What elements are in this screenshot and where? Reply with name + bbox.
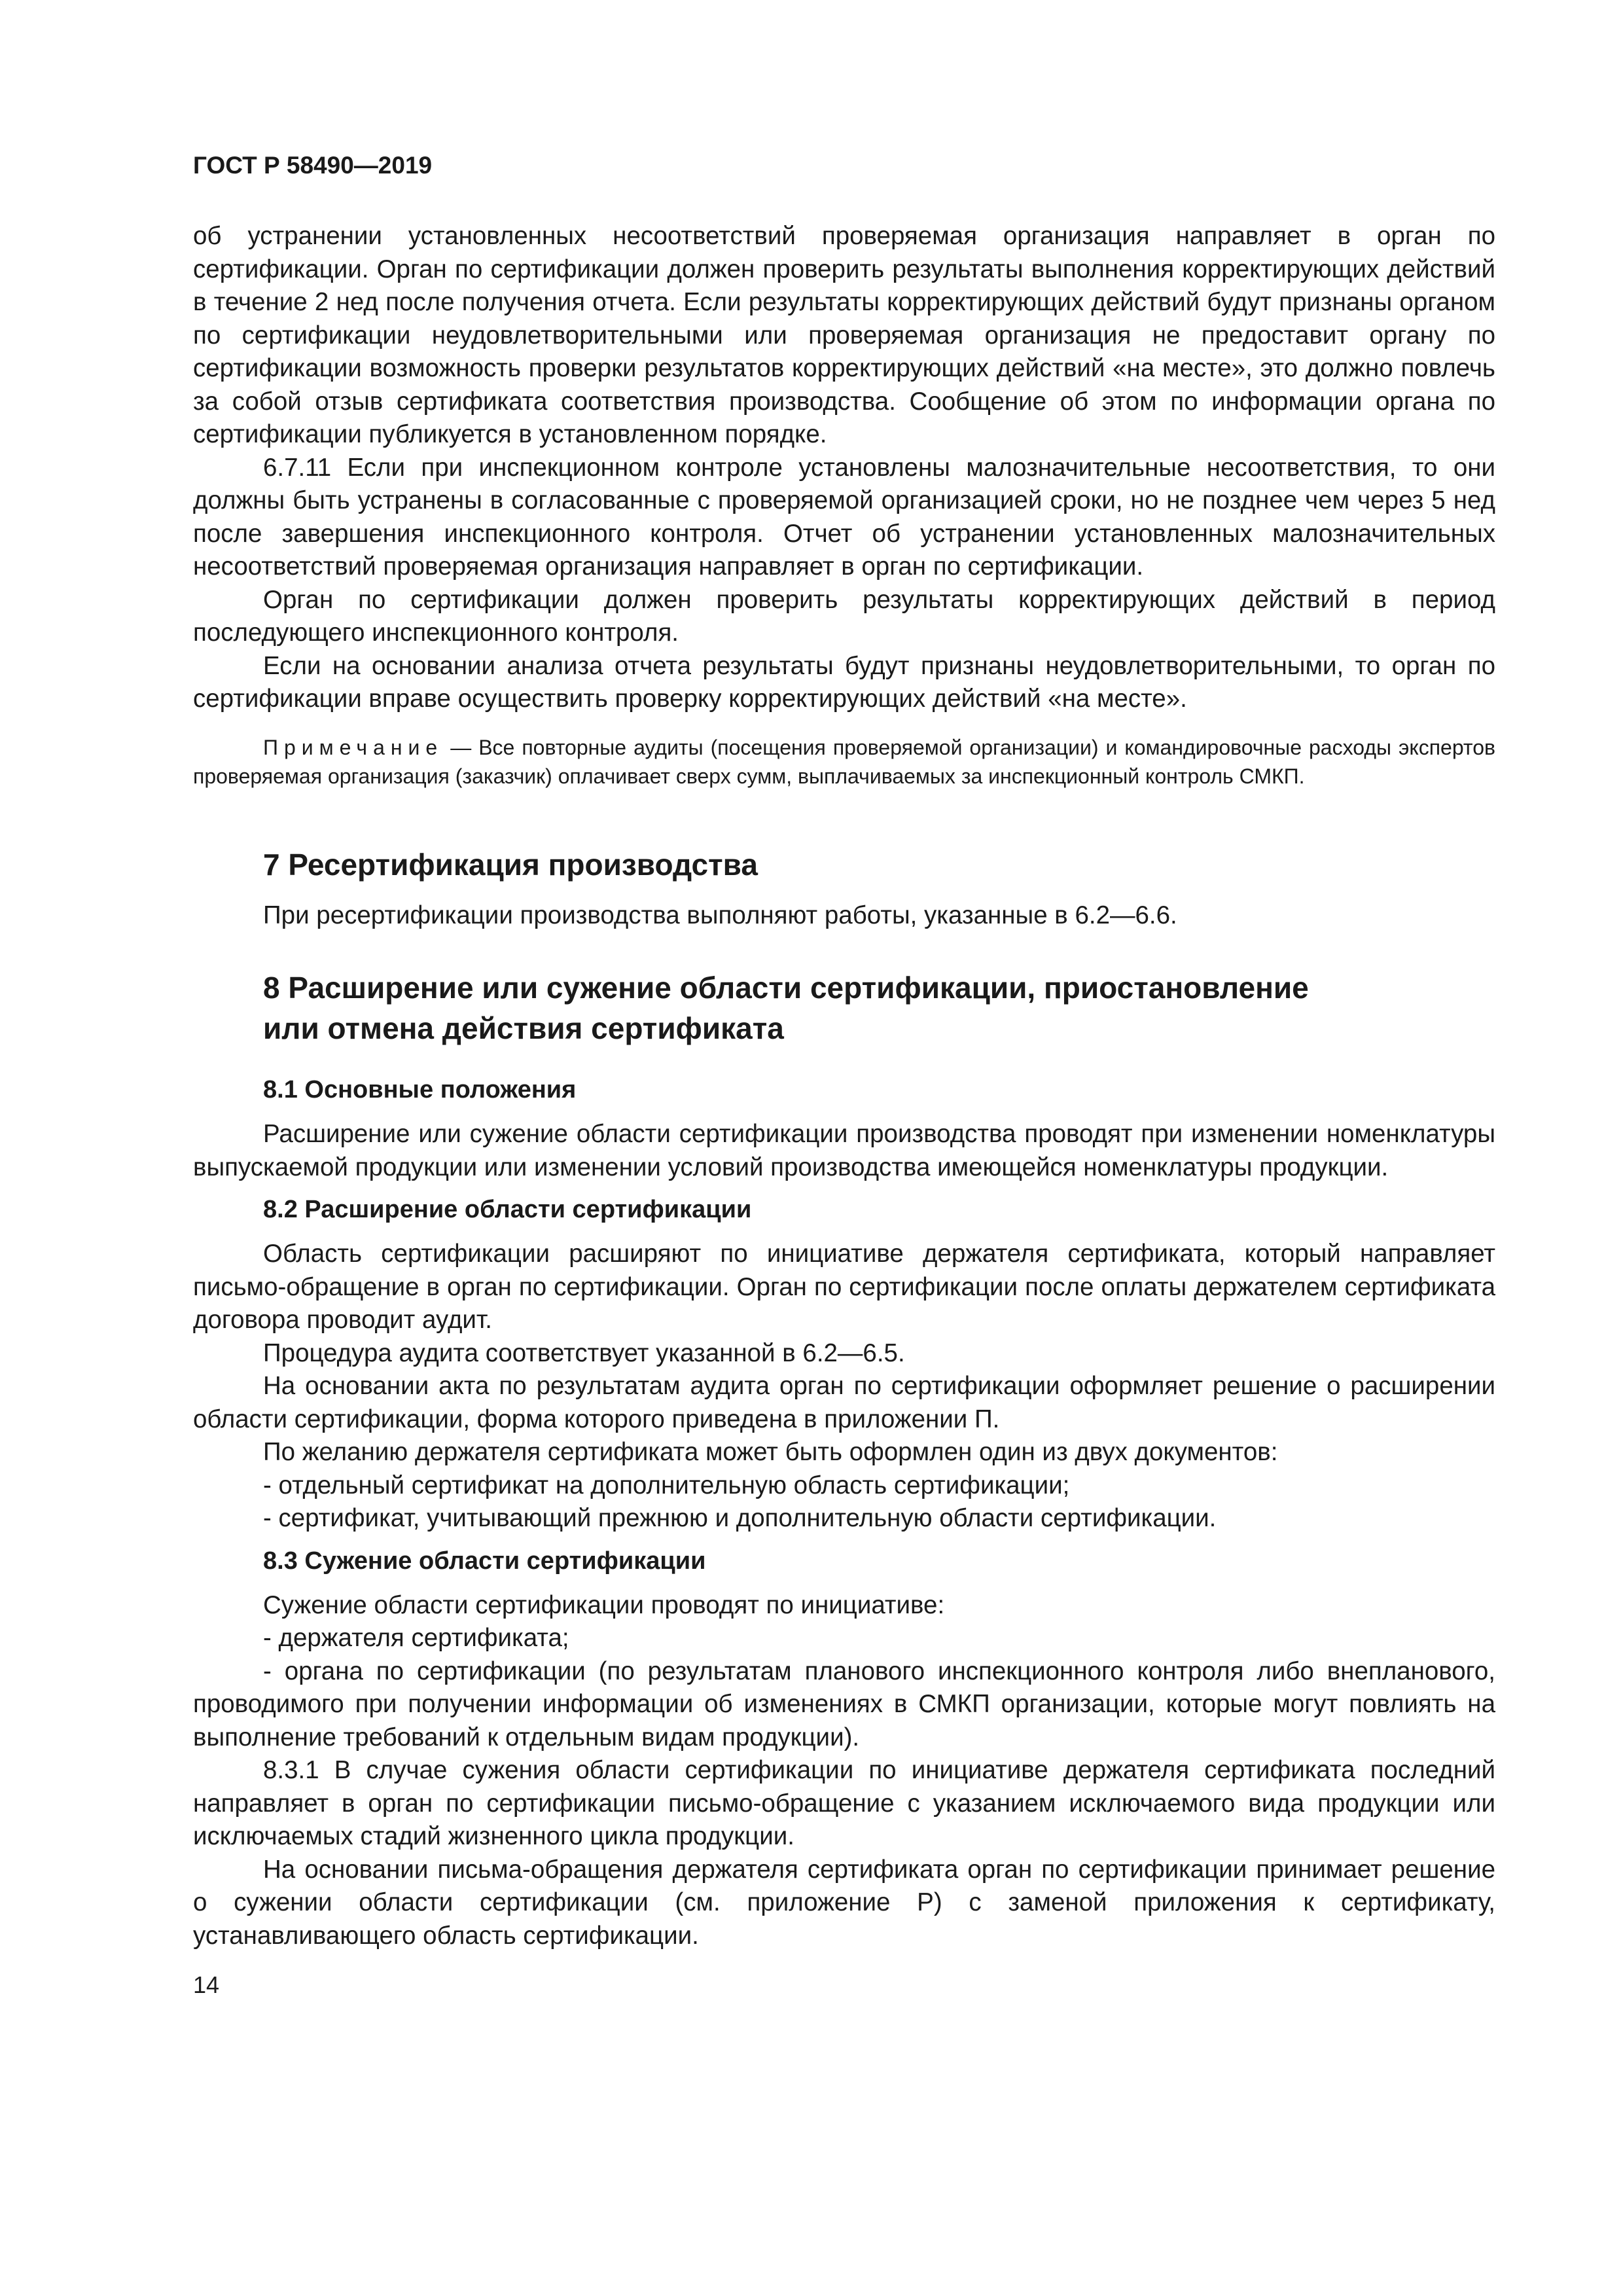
- note-label: Примечание: [263, 735, 444, 759]
- note-text: — Все повторные аудиты (посещения проверяемой организации) и командировочные расходы экспертов проверяемая организация (заказчик) оплачивает сверх сумм, выплачиваемых за инспекционный контроль СМКП.: [193, 735, 1495, 788]
- subsection-8-1-heading: 8.1 Основные положения: [263, 1076, 577, 1103]
- intro-paragraph: об устранении установленных несоответствий проверяемая организация направляет в орган по сертификации. Орган по сертификации должен проверить результаты выполнения корректирующих действий в течение 2 нед после получения отчета. Если результаты корректирующих действий будут признаны органом по сертификации неудовлетворительными или проверяемая организация не предоставит органу по сертификации возможность проверки результатов корректирующих действий «на месте», это должно повлечь за собой отзыв сертификата соответствия производства. Сообщение об этом по информации органа по сертификации публикуется в установленном порядке.: [193, 222, 1495, 448]
- document-code: ГОСТ Р 58490—2019: [193, 152, 433, 179]
- section-7-heading: 7 Ресертификация производства: [263, 847, 758, 882]
- list-item: - держателя сертификата;: [263, 1624, 569, 1652]
- section-7-paragraph: При ресертификации производства выполняют работы, указанные в 6.2—6.6.: [263, 901, 1177, 929]
- subsection-8-3-paragraph-1: Сужение области сертификации проводят по инициативе:: [263, 1590, 945, 1619]
- section-8-heading: [193, 967, 1495, 1049]
- list-item: - органа по сертификации (по результатам планового инспекционного контроля либо внепланового, проводимого при получении информации об изменениях в СМКП организации, которые могут повлиять на выполнение требований к отдельным видам продукции).: [193, 1657, 1495, 1751]
- subsection-8-2-paragraph-1: Область сертификации расширяют по инициативе держателя сертификата, который направляет письмо-обращение в орган по сертификации. Орган по сертификации после оплаты держателем сертификата договора проводит аудит.: [193, 1240, 1495, 1334]
- list-item: - сертификат, учитывающий прежнюю и дополнительную области сертификации.: [263, 1504, 1217, 1532]
- subsection-8-2-paragraph-4: По желанию держателя сертификата может быть оформлен один из двух документов:: [263, 1438, 1278, 1466]
- subsection-8-2-paragraph-3: На основании акта по результатам аудита орган по сертификации оформляет решение о расширении области сертификации, форма которого приведена в приложении П.: [193, 1372, 1495, 1433]
- subsection-8-3-heading: 8.3 Сужение области сертификации: [263, 1547, 706, 1575]
- subsection-8-2-paragraph-2: Процедура аудита соответствует указанной в 6.2—6.5.: [263, 1338, 905, 1367]
- clause-6-7-11-followup: Орган по сертификации должен проверить результаты корректирующих действий в период последующего инспекционного контроля.: [193, 585, 1495, 647]
- section-8-heading-line-2: или отмена действия сертификата: [263, 1011, 784, 1045]
- subsection-8-2-heading: 8.2 Расширение области сертификации: [263, 1196, 752, 1223]
- clause-6-7-11-onsite: Если на основании анализа отчета результаты будут признаны неудовлетворительными, то орган по сертификации вправе осуществить проверку корректирующих действий «на месте».: [193, 651, 1495, 713]
- subsection-8-1-paragraph: Расширение или сужение области сертификации производства проводят при изменении номенклатуры выпускаемой продукции или изменении условий производства имеющейся номенклатуры продукции.: [193, 1120, 1495, 1181]
- page-number: 14: [193, 1971, 220, 1998]
- note: [193, 733, 1495, 791]
- clause-8-3-1-paragraph: 8.3.1 В случае сужения области сертификации по инициативе держателя сертификата последний направляет в орган по сертификации письмо-обращение с указанием исключаемого вида продукции или исключаемых стадий жизненного цикла продукции.: [193, 1756, 1495, 1850]
- section-8-heading-line-1: 8 Расширение или сужение области сертификации, приостановление: [263, 971, 1309, 1005]
- list-item: - отдельный сертификат на дополнительную область сертификации;: [263, 1471, 1070, 1499]
- subsection-8-3-paragraph-2: На основании письма-обращения держателя сертификата орган по сертификации принимает решение о сужении области сертификации (см. приложение Р) с заменой приложения к сертификату, устанавливающего область сертификации.: [193, 1855, 1495, 1950]
- document-page: [193, 149, 1495, 2001]
- clause-6-7-11-paragraph: 6.7.11 Если при инспекционном контроле установлены малозначительные несоответствия, то они должны быть устранены в согласованные с проверяемой организацией сроки, но не позднее чем через 5 нед после завершения инспекционного контроля. Отчет об устранении установленных малозначительных несоответствий проверяемая организация направляет в орган по сертификации.: [193, 453, 1495, 581]
